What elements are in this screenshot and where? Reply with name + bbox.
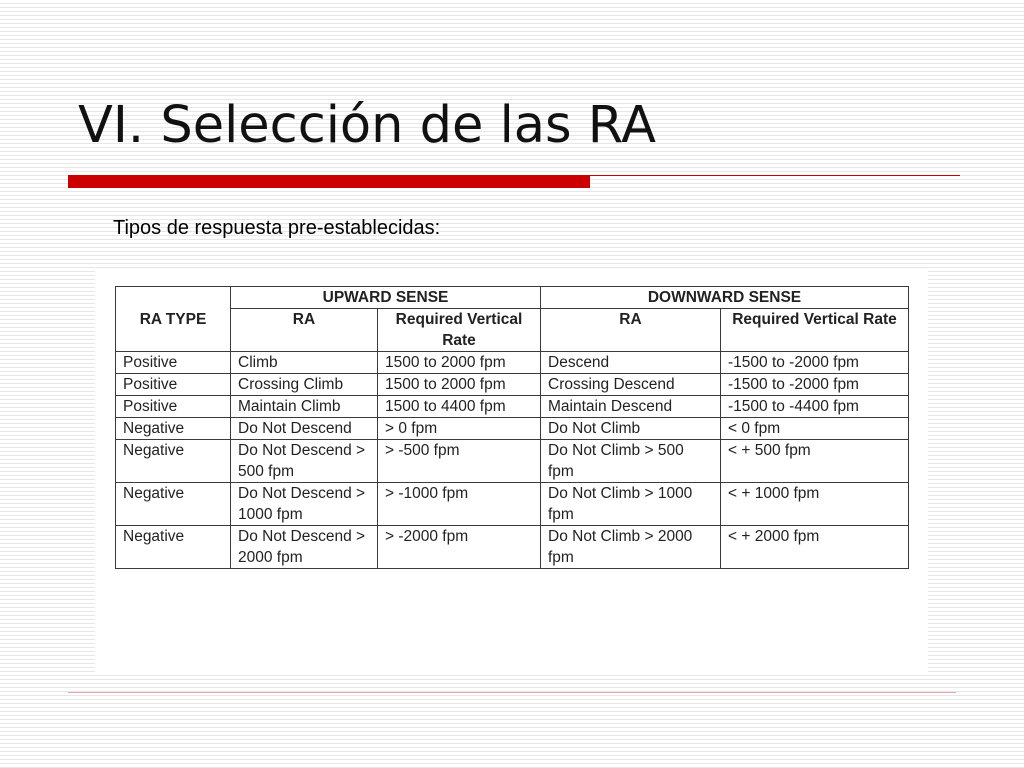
table-row <box>116 440 909 483</box>
cell-up-ra: Do Not Descend > 2000 fpm <box>231 526 378 569</box>
footer-divider <box>68 692 956 693</box>
table-row <box>116 526 909 569</box>
cell-up-ra: Do Not Descend > 500 fpm <box>231 440 378 483</box>
cell-up-rate: 1500 to 2000 fpm <box>378 352 541 374</box>
cell-down-rate: < + 500 fpm <box>721 440 909 483</box>
cell-up-rate: > -500 fpm <box>378 440 541 483</box>
cell-ra-type: Positive <box>116 396 231 418</box>
cell-up-rate: > -2000 fpm <box>378 526 541 569</box>
cell-down-ra: Descend <box>541 352 721 374</box>
title-underline-bar <box>68 175 590 188</box>
cell-down-ra: Do Not Climb > 1000 fpm <box>541 483 721 526</box>
table-row <box>116 418 909 440</box>
header-upward-sense: UPWARD SENSE <box>231 287 541 309</box>
table-panel <box>95 270 928 675</box>
cell-down-rate: -1500 to -4400 fpm <box>721 396 909 418</box>
cell-down-ra: Do Not Climb <box>541 418 721 440</box>
table-row <box>116 483 909 526</box>
header-down-ra: RA <box>541 309 721 352</box>
cell-down-rate: < 0 fpm <box>721 418 909 440</box>
cell-ra-type: Negative <box>116 418 231 440</box>
cell-down-rate: -1500 to -2000 fpm <box>721 374 909 396</box>
ra-types-table <box>115 286 909 569</box>
slide-title: VI. Selección de las RA <box>78 96 657 155</box>
header-row-columns <box>116 309 909 352</box>
cell-up-rate: > 0 fpm <box>378 418 541 440</box>
cell-ra-type: Negative <box>116 440 231 483</box>
cell-up-ra: Do Not Descend > 1000 fpm <box>231 483 378 526</box>
cell-up-ra: Do Not Descend <box>231 418 378 440</box>
cell-up-rate: > -1000 fpm <box>378 483 541 526</box>
table-row <box>116 374 909 396</box>
header-ra-type: RA TYPE <box>116 287 231 352</box>
cell-ra-type: Negative <box>116 526 231 569</box>
cell-up-rate: 1500 to 4400 fpm <box>378 396 541 418</box>
cell-down-rate: < + 1000 fpm <box>721 483 909 526</box>
cell-up-ra: Crossing Climb <box>231 374 378 396</box>
cell-down-rate: < + 2000 fpm <box>721 526 909 569</box>
table-row <box>116 352 909 374</box>
header-down-rate: Required Vertical Rate <box>721 309 909 352</box>
cell-down-ra: Crossing Descend <box>541 374 721 396</box>
cell-ra-type: Positive <box>116 374 231 396</box>
slide-subtitle: Tipos de respuesta pre-establecidas: <box>113 217 441 239</box>
cell-down-rate: -1500 to -2000 fpm <box>721 352 909 374</box>
cell-down-ra: Do Not Climb > 2000 fpm <box>541 526 721 569</box>
cell-up-ra: Climb <box>231 352 378 374</box>
cell-up-ra: Maintain Climb <box>231 396 378 418</box>
cell-down-ra: Maintain Descend <box>541 396 721 418</box>
cell-down-ra: Do Not Climb > 500 fpm <box>541 440 721 483</box>
table-row <box>116 396 909 418</box>
header-downward-sense: DOWNWARD SENSE <box>541 287 909 309</box>
header-up-ra: RA <box>231 309 378 352</box>
cell-up-rate: 1500 to 2000 fpm <box>378 374 541 396</box>
header-row-senses <box>116 287 909 309</box>
header-up-rate: Required Vertical Rate <box>378 309 541 352</box>
cell-ra-type: Negative <box>116 483 231 526</box>
cell-ra-type: Positive <box>116 352 231 374</box>
